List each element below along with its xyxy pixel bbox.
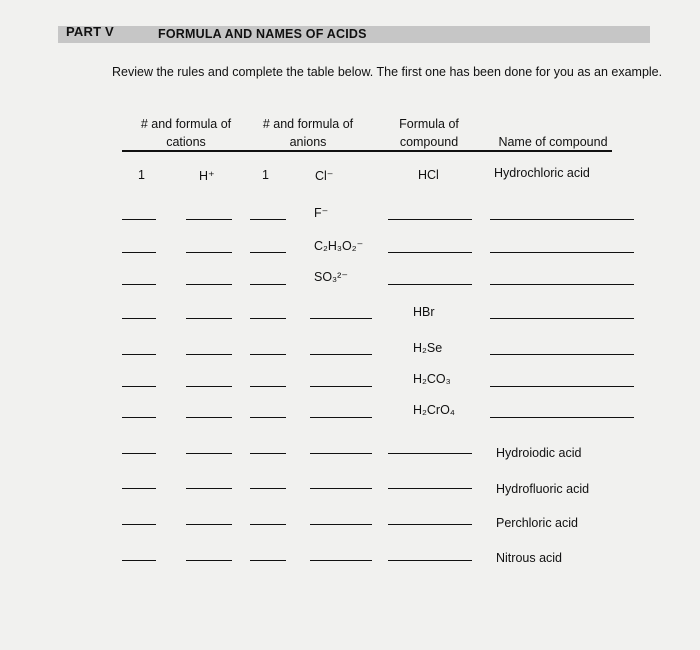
cation-count-blank[interactable] bbox=[122, 318, 156, 319]
given-formula: H₂CO₃ bbox=[413, 372, 451, 386]
anion-count-blank[interactable] bbox=[250, 284, 286, 285]
given-name: Nitrous acid bbox=[496, 551, 562, 565]
anion-formula-blank[interactable] bbox=[310, 417, 372, 418]
anion-count-blank[interactable] bbox=[250, 488, 286, 489]
cation-formula-blank[interactable] bbox=[186, 453, 232, 454]
anion-formula-blank[interactable] bbox=[310, 354, 372, 355]
anion-formula-blank[interactable] bbox=[310, 524, 372, 525]
column-header-anions: # and formula of anions bbox=[262, 117, 354, 149]
section-title: FORMULA AND NAMES OF ACIDS bbox=[158, 27, 367, 41]
cation-count-blank[interactable] bbox=[122, 354, 156, 355]
column-header-cations: # and formula of cations bbox=[140, 117, 232, 149]
header-rule bbox=[122, 150, 612, 152]
compound-formula-blank[interactable] bbox=[388, 453, 472, 454]
example-anion-count: 1 bbox=[262, 168, 269, 182]
column-header-compound: Formula of compound bbox=[399, 117, 459, 149]
anion-count-blank[interactable] bbox=[250, 219, 286, 220]
cation-count-blank[interactable] bbox=[122, 560, 156, 561]
anion-count-blank[interactable] bbox=[250, 252, 286, 253]
cation-count-blank[interactable] bbox=[122, 417, 156, 418]
cation-count-blank[interactable] bbox=[122, 453, 156, 454]
compound-name-blank[interactable] bbox=[490, 417, 634, 418]
compound-formula-blank[interactable] bbox=[388, 488, 472, 489]
given-anion: SO₃²⁻ bbox=[314, 270, 348, 284]
compound-name-blank[interactable] bbox=[490, 354, 634, 355]
given-formula: HBr bbox=[413, 305, 435, 319]
example-cation-count: 1 bbox=[138, 168, 145, 182]
anion-formula-blank[interactable] bbox=[310, 488, 372, 489]
given-formula: H₂Se bbox=[413, 341, 443, 355]
cation-formula-blank[interactable] bbox=[186, 252, 232, 253]
compound-formula-blank[interactable] bbox=[388, 284, 472, 285]
cation-count-blank[interactable] bbox=[122, 386, 156, 387]
example-anion: Cl⁻ bbox=[315, 169, 334, 183]
anion-count-blank[interactable] bbox=[250, 354, 286, 355]
compound-name-blank[interactable] bbox=[490, 386, 634, 387]
anion-count-blank[interactable] bbox=[250, 318, 286, 319]
instructions: Review the rules and complete the table below. The first one has been done for you as an example. bbox=[112, 65, 663, 79]
cation-formula-blank[interactable] bbox=[186, 354, 232, 355]
cation-formula-blank[interactable] bbox=[186, 417, 232, 418]
column-header-name: Name of compound bbox=[498, 135, 608, 149]
cation-count-blank[interactable] bbox=[122, 252, 156, 253]
given-anion: C₂H₃O₂⁻ bbox=[314, 239, 364, 253]
cation-count-blank[interactable] bbox=[122, 488, 156, 489]
cation-formula-blank[interactable] bbox=[186, 219, 232, 220]
anion-count-blank[interactable] bbox=[250, 417, 286, 418]
given-name: Hydroiodic acid bbox=[496, 446, 582, 460]
anion-count-blank[interactable] bbox=[250, 453, 286, 454]
example-name: Hydrochloric acid bbox=[494, 166, 590, 180]
anion-formula-blank[interactable] bbox=[310, 560, 372, 561]
cation-formula-blank[interactable] bbox=[186, 560, 232, 561]
anion-formula-blank[interactable] bbox=[310, 453, 372, 454]
anion-formula-blank[interactable] bbox=[310, 318, 372, 319]
compound-name-blank[interactable] bbox=[490, 219, 634, 220]
compound-formula-blank[interactable] bbox=[388, 560, 472, 561]
cation-formula-blank[interactable] bbox=[186, 386, 232, 387]
example-cation: H⁺ bbox=[199, 169, 215, 183]
anion-count-blank[interactable] bbox=[250, 560, 286, 561]
given-anion: F⁻ bbox=[314, 206, 329, 220]
compound-name-blank[interactable] bbox=[490, 284, 634, 285]
given-formula: H₂CrO₄ bbox=[413, 403, 455, 417]
cation-formula-blank[interactable] bbox=[186, 284, 232, 285]
cation-count-blank[interactable] bbox=[122, 524, 156, 525]
anion-count-blank[interactable] bbox=[250, 524, 286, 525]
cation-formula-blank[interactable] bbox=[186, 318, 232, 319]
given-name: Hydrofluoric acid bbox=[496, 482, 590, 496]
cation-formula-blank[interactable] bbox=[186, 488, 232, 489]
compound-formula-blank[interactable] bbox=[388, 252, 472, 253]
example-formula: HCl bbox=[418, 168, 439, 182]
cation-formula-blank[interactable] bbox=[186, 524, 232, 525]
compound-formula-blank[interactable] bbox=[388, 524, 472, 525]
anion-count-blank[interactable] bbox=[250, 386, 286, 387]
compound-name-blank[interactable] bbox=[490, 252, 634, 253]
cation-count-blank[interactable] bbox=[122, 284, 156, 285]
given-name: Perchloric acid bbox=[496, 516, 578, 530]
cation-count-blank[interactable] bbox=[122, 219, 156, 220]
anion-formula-blank[interactable] bbox=[310, 386, 372, 387]
part-label: PART V bbox=[66, 24, 114, 39]
compound-formula-blank[interactable] bbox=[388, 219, 472, 220]
compound-name-blank[interactable] bbox=[490, 318, 634, 319]
